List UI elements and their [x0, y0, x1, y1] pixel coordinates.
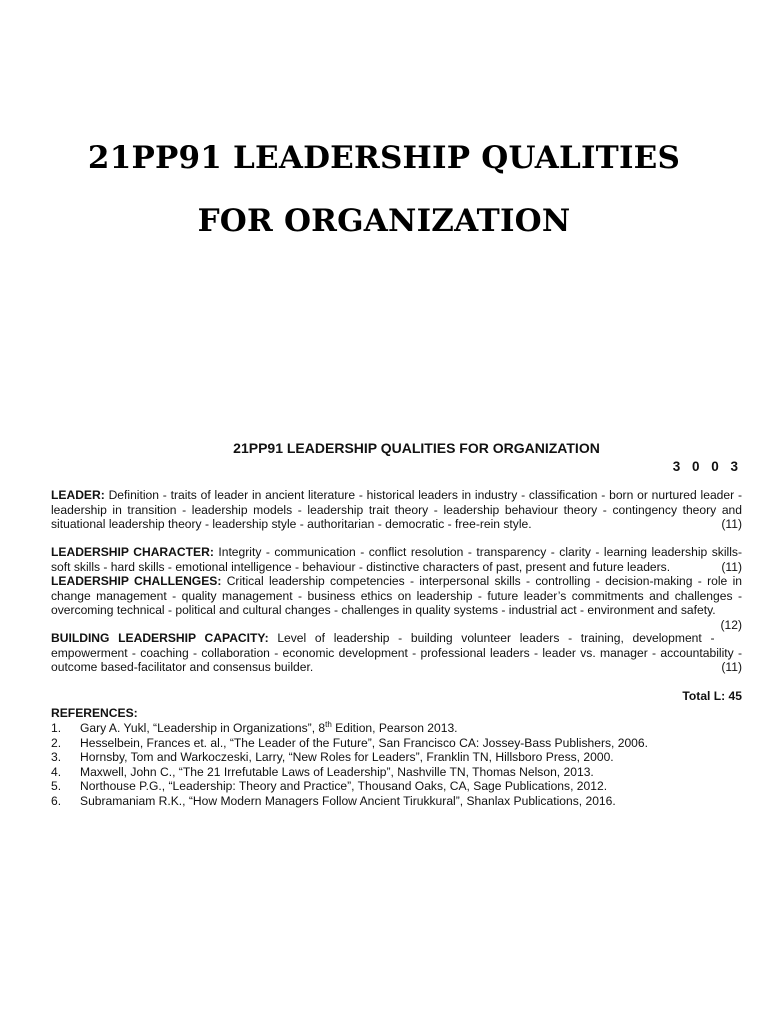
cover-title-line-1: 21PP91 LEADERSHIP QUALITIES [87, 140, 681, 176]
unit-hours: (11) [721, 660, 742, 675]
unit-hours: (12) [720, 617, 742, 632]
cover-title-line-2: FOR ORGANIZATION [197, 203, 571, 239]
unit-title: LEADERSHIP CHALLENGES: [51, 574, 222, 589]
unit-title: LEADER: [51, 488, 105, 503]
reference-text: Gary A. Yukl, “Leadership in Organizations”, 8th Edition, Pearson 2013. [80, 719, 458, 735]
unit-text: Level of leadership - building volunteer leaders - training, development - empowerment - coaching - collaboration - economic development - professional leaders - leader vs. manager - accountability - outcome based-facilitator and consensus builder. [51, 630, 742, 675]
superscript: th [325, 719, 332, 729]
unit-title: LEADERSHIP CHARACTER: [51, 544, 214, 559]
reference-item [51, 779, 742, 794]
reference-number: 5. [51, 779, 62, 794]
reference-text: Northouse P.G., “Leadership: Theory and Practice”, Thousand Oaks, CA, Sage Publications, 2012. [80, 779, 608, 794]
reference-item [51, 750, 742, 765]
reference-number: 3. [51, 750, 62, 765]
reference-number: 2. [51, 735, 62, 750]
total-hours: Total L: 45 [682, 688, 742, 703]
reference-item [51, 765, 742, 780]
reference-text: Subramaniam R.K., “How Modern Managers Follow Ancient Tirukkural”, Shanlax Publications, 2016. [80, 793, 616, 808]
references-list [51, 721, 742, 809]
reference-text: Maxwell, John C., “The 21 Irrefutable Laws of Leadership”, Nashville TN, Thomas Nelson, 2013. [80, 764, 594, 779]
unit-leadership-challenges [51, 574, 742, 632]
references-heading: REFERENCES: [51, 706, 138, 721]
syllabus-section [51, 441, 742, 808]
unit-text: Critical leadership competencies - interpersonal skills - controlling - decision-making - role in change management - quality management - business ethics on leadership - future leader’s commitments and challenges - overcoming technical - political and cultural changes - challenges in quality systems - industrial act - environment and safety. [51, 574, 742, 618]
unit-hours: (11) [721, 517, 742, 532]
course-heading: 21PP91 LEADERSHIP QUALITIES FOR ORGANIZATION [233, 440, 600, 456]
unit-text: Integrity - communication - conflict resolution - transparency - clarity - learning leadership skills-soft skills - hard skills - emotional intelligence - behaviour - distinctive characters of past, present and future leaders. [51, 544, 742, 574]
reference-text: Hornsby, Tom and Warkoczeski, Larry, “New Roles for Leaders”, Franklin TN, Hillsboro Press, 2000. [80, 750, 614, 765]
reference-number: 6. [51, 793, 62, 808]
unit-building-leadership-capacity [51, 631, 742, 675]
unit-text: Definition - traits of leader in ancient literature - historical leaders in industry - classification - born or nurtured leader - leadership in transition - leadership models - leadership trait theory - leadership behaviour theory - contingency theory and situational leadership theory - leadership style - authoritarian - democratic - free-rein style. [51, 488, 742, 532]
course-credits: 3 0 0 3 [672, 458, 742, 474]
unit-leader [51, 488, 742, 532]
reference-text: Hesselbein, Frances et. al., “The Leader of the Future”, San Francisco CA: Jossey-Bass Publishers, 2006. [80, 735, 648, 750]
reference-number: 4. [51, 764, 62, 779]
reference-item [51, 721, 742, 736]
unit-leadership-character [51, 545, 742, 574]
reference-item [51, 794, 742, 809]
reference-number: 1. [51, 720, 62, 735]
reference-item [51, 736, 742, 751]
unit-title: BUILDING LEADERSHIP CAPACITY: [51, 630, 269, 645]
unit-hours: (11) [721, 559, 742, 574]
